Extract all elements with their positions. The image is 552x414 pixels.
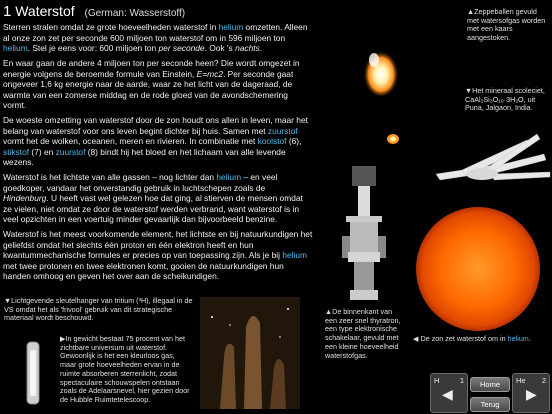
- caption-text: Lichtgevende sleutelhanger van tritium (³H), illegaal in de VS omdat het als 'frivool' gebruik van dit strategische materiaal wordt beschouwd.: [4, 296, 193, 323]
- link-helium[interactable]: helium: [216, 172, 242, 183]
- text-span: (6),: [286, 136, 302, 147]
- text-span: Waterstof is het lichtste van alle gassen – nog lichter dan: [3, 172, 217, 183]
- text-span: De woeste omzetting van waterstof door de zon houdt ons allen in leven, maar het belang van waterstof voor ons leven begint dichter bij huis. Samen met: [3, 115, 308, 136]
- prev-element-button[interactable]: [430, 373, 468, 413]
- caption-text: Zeppeballen gevuld met watersofgas worden met een kaars aangestoken.: [467, 7, 546, 43]
- text-span: . Per seconde gaat ongeveer 1,6 kg energie naar de aarde, waar ze het licht van de dageraad, de warmte van een zomerse middag en de rode gloed van de avondschemering vormt.: [3, 68, 294, 111]
- arrow-left-icon: ◀: [442, 386, 453, 402]
- main-text: [3, 22, 313, 286]
- eagle-nebula-photo[interactable]: [200, 297, 300, 409]
- element-navigation: [428, 373, 552, 413]
- triangle-up-icon: ▲: [325, 307, 333, 316]
- link-helium[interactable]: helium: [507, 334, 529, 343]
- link-helium[interactable]: helium: [282, 250, 307, 261]
- text-span: (7) en: [29, 146, 56, 157]
- paragraph-5: [3, 229, 313, 282]
- triangle-up-icon: ▲: [467, 7, 475, 16]
- thyratron-caption: [325, 308, 405, 360]
- zeppelin-caption: [467, 8, 549, 43]
- tritium-caption: [4, 297, 194, 323]
- text-span: met twee protonen en twee elektronen komt, gooien de natuurkundigen hun handen omhoog en geven het over aan de scheikundigen.: [3, 260, 284, 282]
- text-span: .: [259, 43, 263, 53]
- caption-text: Het mineraal scoleciet, CaAl₂Si₃O₁₀·3H₂O, uit Puna, Jalgaon, India.: [465, 86, 545, 113]
- paragraph-4: [3, 172, 313, 225]
- tritium-keychain-photo[interactable]: [24, 340, 42, 406]
- mineral-caption: [465, 87, 547, 113]
- caption-text: .: [528, 334, 531, 343]
- element-name: Waterstof: [15, 3, 75, 19]
- italic-span: nachts: [235, 43, 260, 53]
- prev-element-symbol: H: [434, 376, 440, 385]
- italic-span: E=mc2: [196, 68, 223, 79]
- text-span: Sterren stralen omdat ze grote hoeveelheden waterstof in: [3, 22, 219, 32]
- small-flame-photo[interactable]: [386, 132, 400, 144]
- italic-span: Hindenburg: [3, 193, 47, 204]
- paragraph-3: [3, 115, 313, 168]
- caption-text: De binnenkant van een zeer snel thyratron, een type elektronische schakelaar, gevuld met een kleine hoeveelheid waterstofgas.: [325, 307, 401, 360]
- atomic-number: 1: [3, 3, 12, 20]
- sun-caption: [413, 335, 551, 344]
- page-title: [3, 3, 185, 22]
- back-label: Terug: [480, 400, 500, 409]
- text-span: Waterstof is het meest voorkomende element, het lichtste en bij natuurkundigen het geliefdst omdat het slechts één proton en één elektron heeft en hun kwantummechanische formules er precies op van toepassing zijn. Als je bij: [3, 229, 313, 261]
- link-helium[interactable]: helium: [218, 22, 244, 32]
- text-span: vormt het de wolken, oceanen, meren en rivieren. In combinatie met: [3, 136, 258, 147]
- link-koolstof[interactable]: koolstof: [257, 136, 287, 147]
- element-subtitle: (German: Wasserstoff): [84, 8, 186, 19]
- link-zuurstof[interactable]: zuurstof: [267, 125, 298, 136]
- sun-photo[interactable]: [414, 205, 542, 333]
- triangle-right-icon: ▶: [60, 334, 66, 343]
- text-span: (8) bindt hij het bloed en het lichaam van alle levende wezens.: [3, 146, 286, 168]
- next-element-button[interactable]: [512, 373, 550, 413]
- link-stikstof[interactable]: stikstof: [3, 146, 30, 157]
- thyratron-photo[interactable]: [336, 166, 392, 304]
- home-label: Home: [479, 380, 500, 389]
- paragraph-2: [3, 58, 313, 111]
- caption-text: De zon zet waterstof om in: [420, 334, 508, 343]
- scolecite-mineral-photo[interactable]: [432, 130, 552, 190]
- triangle-down-icon: ▼: [4, 296, 12, 305]
- back-button[interactable]: [470, 397, 510, 412]
- home-button[interactable]: [470, 377, 510, 392]
- text-span: . Ook 's: [204, 43, 236, 53]
- text-span: . U heeft vast wel gelezen hoe dat ging, al stierven de mensen omdat ze vielen, niet omdat ze door de waterstof werden verbrand, want waterstof is in veel opzichten in een voertuig minder gevaarlijk dan bijvoorbeeld benzine.: [3, 193, 303, 225]
- zeppelin-flame-photo[interactable]: [356, 40, 406, 100]
- arrow-right-icon: ▶: [526, 386, 537, 402]
- text-span: . Stel je eens voor: 600 miljoen ton: [27, 43, 159, 53]
- link-zuurstof[interactable]: zuurstof: [55, 146, 86, 157]
- prev-element-number: 1: [459, 376, 464, 385]
- italic-span: per seconde: [158, 43, 205, 53]
- caption-text: In gewicht bestaat 75 procent van het zichtbare universum uit waterstof. Gewoonlijk is het een kleurloos gas, maar grote hoeveelheden ervan in de ruimte absorberen sterrenlicht, zodat spectaculaire schouwspelen ontstaan zoals de Adelaarsnevel, hier gezien door de Hubble Ruimtetelescoop.: [60, 334, 190, 404]
- triangle-down-icon: ▼: [465, 86, 473, 95]
- next-element-number: 2: [541, 376, 546, 385]
- next-element-symbol: He: [516, 376, 526, 385]
- link-helium[interactable]: helium: [3, 43, 28, 53]
- text-span: omzetten. Alleen al onze zon zet per seconde 600 miljoen ton waterstof om in 596 miljoen ton: [3, 22, 308, 43]
- paragraph-1: [3, 22, 313, 54]
- text-span: – en veel goedkoper, vandaar het onverstandig gebruik in luchtschepen zoals de: [3, 172, 278, 193]
- text-span: En waar gaan de andere 4 miljoen ton per seconde heen? Die wordt omgezet in energie volgens de beroemde formule van Einstein,: [3, 58, 300, 79]
- triangle-left-icon: ◀: [413, 334, 419, 343]
- universe-caption: [60, 335, 192, 405]
